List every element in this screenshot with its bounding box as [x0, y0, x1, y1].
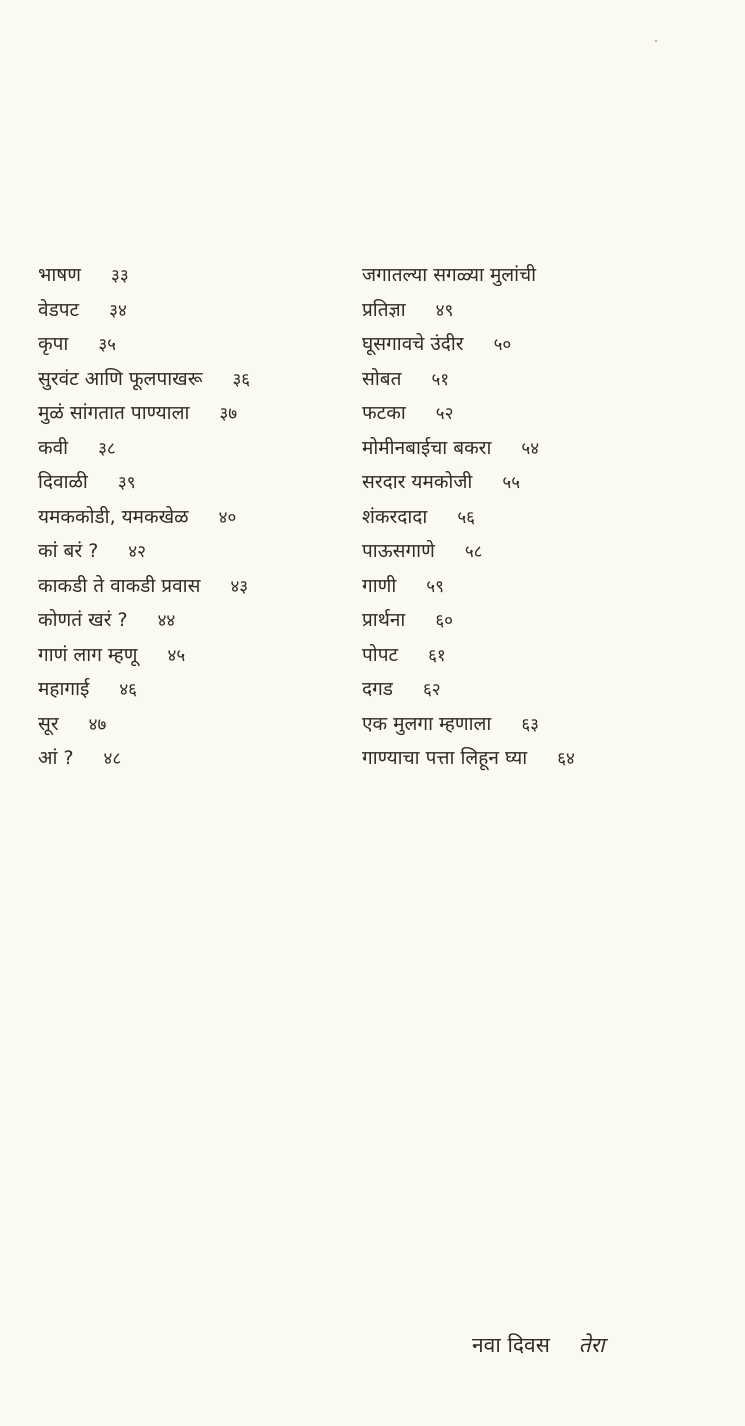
- toc-entry-title: कोणतं खरं ?: [38, 609, 128, 631]
- toc-entry-page: ६४: [557, 749, 575, 769]
- toc-entry: [38, 465, 338, 500]
- toc-entry: [38, 258, 338, 293]
- toc-entry-page: ५९: [426, 576, 444, 597]
- toc-entry-title: फटका: [362, 402, 406, 424]
- toc-entry-page: ५०: [493, 335, 512, 355]
- toc-entry: [362, 362, 732, 397]
- toc-left-column: [38, 258, 338, 776]
- toc-entry-page: ५२: [435, 404, 454, 424]
- toc-entry: [362, 638, 732, 673]
- toc-entry: [362, 603, 732, 638]
- toc-entry-title: महागाई: [38, 678, 90, 700]
- toc-entry-title: पाऊसगाणे: [362, 540, 435, 562]
- toc-entry-title: प्रतिज्ञा: [362, 298, 406, 321]
- toc-entry-page: ३५: [98, 335, 116, 355]
- toc-entry: [38, 534, 338, 569]
- toc-entry-page: ४६: [119, 680, 138, 700]
- toc-entry-page: ४५: [167, 645, 186, 666]
- toc-entry-title: घूसगावचे उंदीर: [362, 333, 464, 355]
- toc-entry: [362, 258, 732, 293]
- toc-entry-page: ४०: [218, 507, 237, 528]
- toc-entry-title: वेडपट: [38, 298, 80, 321]
- toc-entry: [362, 293, 732, 328]
- toc-entry-page: ५६: [457, 507, 475, 528]
- toc-entry-title: दगड: [362, 678, 393, 700]
- toc-entry-page: ६१: [428, 645, 446, 666]
- toc-entry-title: सरदार यमकोजी: [362, 471, 473, 493]
- toc-entry-page: ४९: [435, 300, 454, 321]
- toc-entry-title: पोपट: [362, 643, 399, 666]
- footer-page-number: तेरा: [578, 1333, 605, 1357]
- page-footer: [472, 1331, 605, 1359]
- toc-entry: [362, 396, 732, 431]
- toc-entry: [362, 500, 732, 535]
- toc-entry-title: गाणं लाग म्हणू: [38, 643, 138, 666]
- toc-entry-page: ३४: [109, 300, 127, 321]
- toc-entry-page: ३८: [98, 438, 116, 459]
- toc-entry: [38, 293, 338, 328]
- footer-book-title: नवा दिवस: [472, 1333, 550, 1357]
- toc-entry-page: ३९: [117, 473, 136, 493]
- toc-entry-title: आं ?: [38, 747, 74, 769]
- toc-entry-page: ४८: [103, 749, 122, 769]
- toc-entry: [362, 672, 732, 707]
- toc-entry: [38, 431, 338, 466]
- toc-entry-page: ५५: [502, 473, 521, 493]
- toc-entry-title: कां बरं ?: [38, 540, 99, 562]
- toc-entry: [362, 465, 732, 500]
- toc-entry: [362, 327, 732, 362]
- toc-entry: [38, 362, 338, 397]
- toc-entry-page: ५८: [464, 542, 483, 562]
- toc-entry-title: गाणी: [362, 574, 397, 597]
- toc-entry-page: ६३: [521, 714, 540, 735]
- toc-entry-page: ५४: [521, 438, 540, 459]
- toc-entry-title: जगातल्या सगळ्या मुलांची: [362, 264, 537, 286]
- toc-entry: [38, 327, 338, 362]
- toc-entry-page: ४२: [128, 542, 146, 562]
- toc-entry: [38, 707, 338, 742]
- toc-entry-page: ६०: [435, 611, 454, 631]
- toc-entry-title: यमककोडी, यमकखेळ: [38, 505, 189, 528]
- toc-entry-title: सुरवंट आणि फूलपाखरू: [38, 367, 203, 390]
- toc-entry: [362, 707, 732, 742]
- toc-entry-title: भाषण: [38, 264, 81, 286]
- toc-entry-title: दिवाळी: [38, 471, 88, 493]
- toc-entry-title: गाण्याचा पत्ता लिहून घ्या: [362, 747, 528, 769]
- toc-entry-page: ४४: [157, 611, 176, 631]
- toc-entry: [38, 741, 338, 776]
- toc-entry: [362, 741, 732, 776]
- toc-entry-page: ६२: [422, 680, 441, 700]
- toc-entry-page: ४३: [230, 576, 249, 597]
- toc-entry: [38, 500, 338, 535]
- toc-entry: [362, 534, 732, 569]
- toc-entry: [38, 569, 338, 604]
- toc-entry-page: ३६: [232, 369, 251, 390]
- toc-entry-title: काकडी ते वाकडी प्रवास: [38, 574, 201, 597]
- toc-entry-title: प्रार्थना: [362, 609, 406, 631]
- toc-entry-page: ५१: [431, 369, 450, 390]
- toc-entry-title: कृपा: [38, 333, 69, 355]
- paper-speck: [655, 40, 657, 42]
- toc-entry: [38, 396, 338, 431]
- toc-entry: [362, 431, 732, 466]
- toc-entry: [38, 603, 338, 638]
- toc-entry-title: कवी: [38, 436, 69, 459]
- toc-entry-title: मुळं सांगतात पाण्याला: [38, 402, 190, 424]
- toc-entry: [38, 672, 338, 707]
- toc-entry-title: मोमीनबाईचा बकरा: [362, 436, 492, 459]
- toc-entry-title: सूर: [38, 712, 59, 735]
- toc-entry-page: ४७: [88, 714, 107, 735]
- toc-entry: [38, 638, 338, 673]
- toc-right-column: [362, 258, 732, 776]
- toc-entry-page: ३७: [219, 404, 238, 424]
- toc-entry-title: शंकरदादा: [362, 505, 428, 528]
- toc-entry: [362, 569, 732, 604]
- toc-entry-page: ३३: [111, 266, 129, 286]
- toc-entry-title: एक मुलगा म्हणाला: [362, 712, 492, 735]
- toc-entry-title: सोबत: [362, 367, 402, 390]
